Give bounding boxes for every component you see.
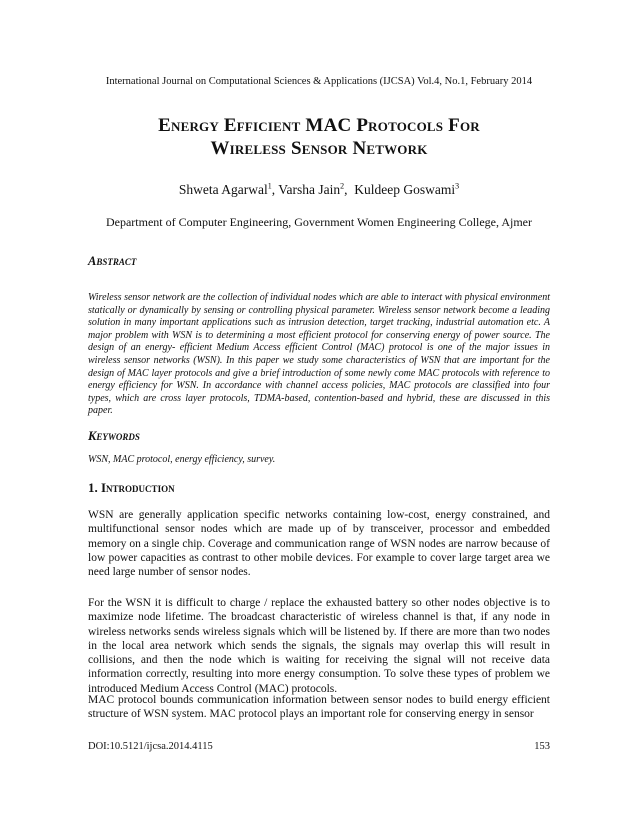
introduction-paragraph: MAC protocol bounds communication information between sensor nodes to build energy efficient structure of WSN system. MAC protocol plays an important role for conserving energy in sensor [88,694,550,721]
author-affiliation-mark: 2 [340,181,345,191]
introduction-paragraph: WSN are generally application specific networks containing low-cost, energy constrained, and multifunctional sensor nodes which are made up of by transceiver, processor and embedded memory on a single chip. Coverage and communication range of WSN nodes are narrow because of low power capacities as contrast to other mobile devices. For example to cover large target area we need large number of sensor nodes. [88,509,550,579]
keywords-heading: Keywords [88,429,140,443]
doi-footer: DOI:10.5121/ijcsa.2014.4115 [88,741,213,752]
author-list: Shweta Agarwal$^1$, Varsha Jain$^2$, Kuldeep Goswami$^3$ [178,181,460,197]
author-name: Kuldeep Goswami [354,182,456,197]
affiliation: Department of Computer Engineering, Government Women Engineering College, Ajmer [105,215,533,229]
journal-header: International Journal on Computational Sciences & Applications (IJCSA) Vol.4, No.1, February 2014 [105,76,533,87]
title-line-1: Energy Efficient MAC Protocols For [158,115,480,136]
introduction-paragraph: For the WSN it is difficult to charge / replace the exhausted battery so other nodes objective is to maximize node lifetime. The broadcast characteristic of wireless channel is that, if any node in wireless networks sends wireless signals which will be listened by. If there are more than two nodes in the local area network which sends the signals, the signals may overlap this will result in collisions, and then the node which is waiting for receiving the signal will not receive data information correctly, resulting into more energy consumption. To solve these types of problem we introduced Medium Access Control (MAC) protocols. [88,597,550,695]
page-number: 153 [534,741,550,752]
author-affiliation-mark: 3 [455,181,460,191]
paper-title [0,114,638,160]
keywords-text: WSN, MAC protocol, energy efficiency, survey. [88,454,276,465]
author-affiliation-mark: 1 [267,181,272,191]
author-name: Varsha Jain [278,182,341,197]
author-name: Shweta Agarwal [178,182,268,197]
abstract-heading: Abstract [88,254,137,268]
abstract-text: Wireless sensor network are the collection of individual nodes which are able to interact with physical environment statically or dynamically by sensing or controlling physical parameter. Wireless sensor network become a leading solution in many important applications such as intrusion detection, target tracking, industrial automation etc. A major problem with WSN is to determining a most efficient protocol for conserving energy of power source. The design of an energy- efficient Medium Access efficient Control (MAC) protocol is one of the major issues in wireless sensor networks (WSN). In this paper we study some characteristics of WSN that are important for the design of MAC layer protocols and give a brief introduction of some newly come MAC protocols with reference to energy efficiency for WSN. In accordance with channel access policies, MAC protocols are classified into four types, which are cross layer protocols, TDMA-based, contention-based and hybrid, these are discussed in this paper. [88,292,550,417]
title-line-2: Wireless Sensor Network [210,138,428,159]
introduction-heading: 1. Introduction [88,480,175,495]
